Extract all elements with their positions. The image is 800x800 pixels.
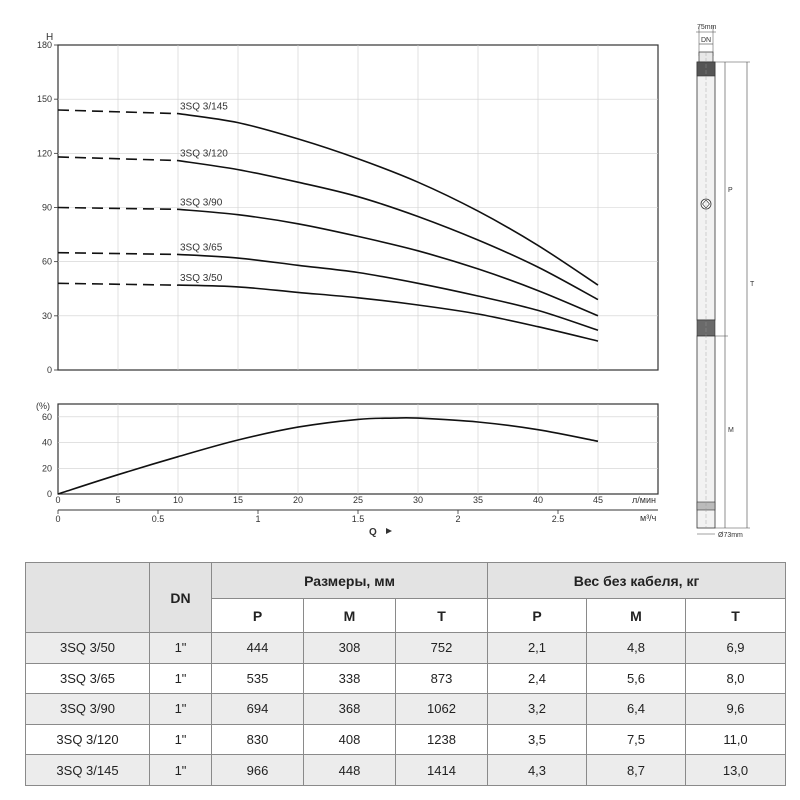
efficiency-y-axis-label: (%) <box>36 401 50 411</box>
head-curve <box>178 161 598 300</box>
sub-header-weight-m: M <box>587 599 686 633</box>
m3h-tick-label: 0 <box>55 514 61 524</box>
y-tick-label: 0 <box>46 365 52 375</box>
head-chart-grid <box>58 45 658 370</box>
weight-p-cell: 2,4 <box>488 663 587 694</box>
dn-cell: 1" <box>150 633 212 664</box>
curve-label: 3SQ 3/90 <box>180 197 223 209</box>
model-header-cell <box>26 563 150 633</box>
efficiency-chart <box>36 401 658 538</box>
m-cell: 368 <box>304 694 396 725</box>
p-cell: 830 <box>212 724 304 755</box>
y-tick-label: 120 <box>36 148 52 159</box>
y-tick-label: 150 <box>36 94 52 105</box>
m3h-tick-label: 2 <box>455 514 461 524</box>
m3h-tick-label: 0.5 <box>151 514 165 524</box>
y-tick-label: 60 <box>41 256 52 267</box>
p-cell: 535 <box>212 663 304 694</box>
curve-label: 3SQ 3/120 <box>180 148 228 160</box>
size-header: Размеры, мм <box>212 563 488 599</box>
weight-m-cell: 8,7 <box>587 755 686 786</box>
dn-cell: 1" <box>150 755 212 786</box>
sub-header-m: M <box>304 599 396 633</box>
m3h-ticks <box>55 510 564 524</box>
weight-t-cell: 8,0 <box>686 663 786 694</box>
dn-cell: 1" <box>150 694 212 725</box>
t-cell: 1414 <box>396 755 488 786</box>
m-dim-label: M <box>728 427 734 434</box>
weight-m-cell: 7,5 <box>587 724 686 755</box>
y-tick-label: 20 <box>41 463 52 474</box>
weight-p-cell: 3,5 <box>488 724 587 755</box>
table-row <box>26 724 786 755</box>
model-cell: 3SQ 3/50 <box>26 633 150 664</box>
weight-header: Вес без кабеля, кг <box>488 563 786 599</box>
weight-p-cell: 4,3 <box>488 755 587 786</box>
x-axis-unit-lpm: л/мин <box>632 495 656 505</box>
m3h-tick-label: 1 <box>255 514 261 524</box>
dimensions-table <box>25 562 786 786</box>
t-cell: 1238 <box>396 724 488 755</box>
m-cell: 408 <box>304 724 396 755</box>
dn-cell: 1" <box>150 663 212 694</box>
model-cell: 3SQ 3/65 <box>26 663 150 694</box>
x-tick-label: 5 <box>115 495 121 505</box>
y-tick-label: 30 <box>41 310 52 321</box>
t-cell: 1062 <box>396 694 488 725</box>
p-cell: 444 <box>212 633 304 664</box>
top-width-label: 75mm <box>697 24 717 31</box>
x-tick-label: 20 <box>292 495 304 505</box>
head-chart <box>37 32 658 375</box>
model-cell: 3SQ 3/145 <box>26 755 150 786</box>
y-tick-label: 60 <box>41 411 52 422</box>
head-y-ticks <box>37 40 58 375</box>
x-tick-label: 30 <box>412 495 424 505</box>
dn-label: DN <box>701 37 712 44</box>
q-axis-label: Q <box>369 527 377 538</box>
q-arrow-icon <box>386 528 392 534</box>
t-dim-label: T <box>750 281 755 288</box>
weight-t-cell: 11,0 <box>686 724 786 755</box>
y-tick-label: 0 <box>46 489 52 499</box>
sub-header-weight-p: P <box>488 599 587 633</box>
weight-t-cell: 13,0 <box>686 755 786 786</box>
head-curve <box>178 285 598 341</box>
weight-p-cell: 3,2 <box>488 694 587 725</box>
p-cell: 966 <box>212 755 304 786</box>
m-cell: 338 <box>304 663 396 694</box>
t-cell: 752 <box>396 633 488 664</box>
table-row <box>26 694 786 725</box>
table-row <box>26 633 786 664</box>
weight-t-cell: 6,9 <box>686 633 786 664</box>
weight-p-cell: 2,1 <box>488 633 587 664</box>
x-tick-label: 15 <box>232 495 244 505</box>
curve-label: 3SQ 3/65 <box>180 242 223 254</box>
efficiency-chart-grid <box>58 404 658 494</box>
head-curve <box>178 114 598 286</box>
head-curves <box>178 114 598 342</box>
table-row <box>26 663 786 694</box>
sub-header-p: P <box>212 599 304 633</box>
sub-header-t: T <box>396 599 488 633</box>
table-row <box>26 755 786 786</box>
curve-label: 3SQ 3/145 <box>180 101 228 113</box>
x-tick-label: 10 <box>172 495 184 505</box>
efficiency-curve <box>58 418 598 494</box>
y-tick-label: 40 <box>41 437 52 448</box>
x-tick-label: 45 <box>592 495 604 505</box>
t-cell: 873 <box>396 663 488 694</box>
dn-header: DN <box>150 563 212 633</box>
y-tick-label: 90 <box>41 202 52 213</box>
head-y-axis-label: H <box>46 32 54 43</box>
shutoff-dash <box>58 283 178 285</box>
weight-m-cell: 6,4 <box>587 694 686 725</box>
y-tick-label: 180 <box>36 40 52 50</box>
shutoff-dash <box>58 253 178 255</box>
m-cell: 448 <box>304 755 396 786</box>
sub-header-weight-t: T <box>686 599 786 633</box>
m3h-tick-label: 1.5 <box>351 514 365 524</box>
x-tick-label: 25 <box>352 495 364 505</box>
weight-m-cell: 4,8 <box>587 633 686 664</box>
x-axis-unit-m3h: м³/ч <box>640 513 657 523</box>
model-cell: 3SQ 3/120 <box>26 724 150 755</box>
head-curve <box>178 209 598 315</box>
efficiency-y-ticks <box>42 412 52 499</box>
m3h-tick-label: 2.5 <box>551 514 565 524</box>
weight-t-cell: 9,6 <box>686 694 786 725</box>
dn-cell: 1" <box>150 724 212 755</box>
x-tick-label: 0 <box>55 495 61 505</box>
p-cell: 694 <box>212 694 304 725</box>
x-tick-label: 40 <box>532 495 544 505</box>
curve-label: 3SQ 3/50 <box>180 273 223 285</box>
pump-dimension-drawing <box>680 16 790 546</box>
efficiency-x-ticks <box>55 495 603 505</box>
weight-m-cell: 5,6 <box>587 663 686 694</box>
model-cell: 3SQ 3/90 <box>26 694 150 725</box>
x-tick-label: 35 <box>472 495 484 505</box>
m-cell: 308 <box>304 633 396 664</box>
p-dim-label: P <box>728 187 733 194</box>
diameter-label: Ø73mm <box>718 532 743 539</box>
efficiency-line <box>58 418 598 494</box>
